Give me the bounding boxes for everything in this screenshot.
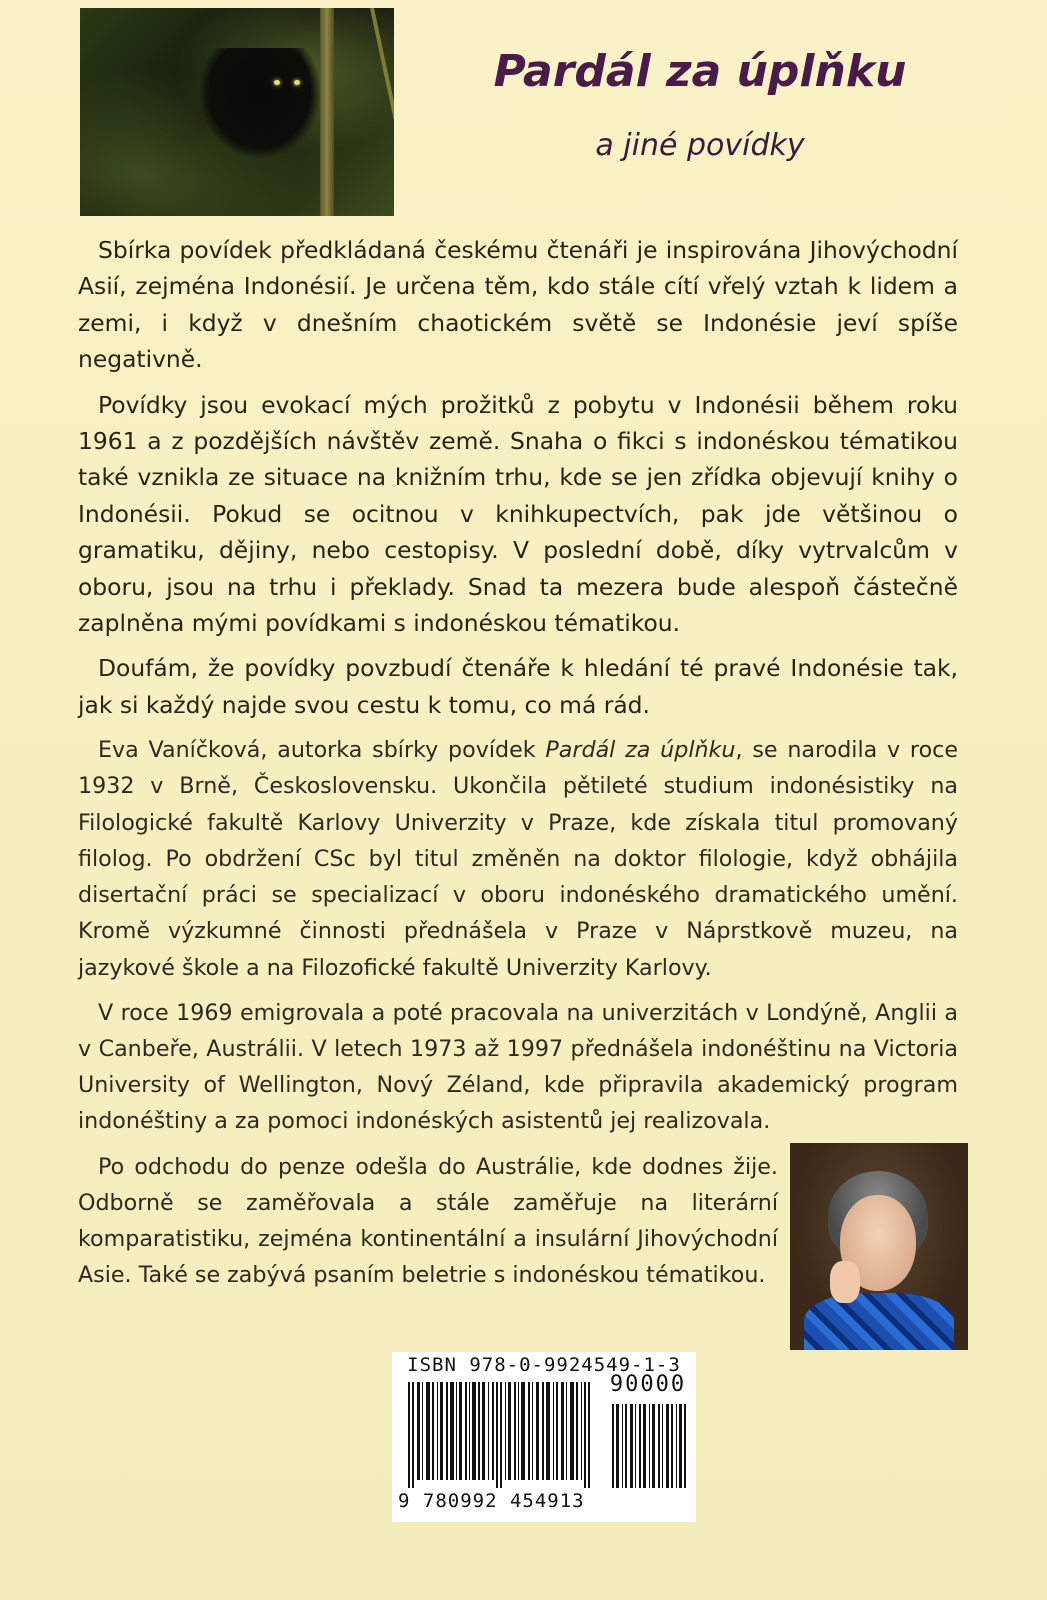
panther-eye-left xyxy=(274,80,280,85)
bio-paragraph-2: V roce 1969 emigrovala a poté pracovala na univerzitách v Londýně, Anglii a v Canbeře, Austrálii. V letech 1973 až 1997 přednášela indonéštinu na Victoria University of Wellington, Nový Zéland, kde připravila akademický program indonéštiny a za pomoci indonéských asistentů jej realizovala. xyxy=(78,999,958,1135)
author-hand xyxy=(830,1261,860,1303)
panther-silhouette xyxy=(200,48,320,158)
blurb-paragraph-1: Sbírka povídek předkládaná českému čtenáři je inspirována Jihovýchodní Asií, zejména Indonésií. Je určena těm, kdo stále cítí vřelý vztah k lidem a zemi, i když v dnešním chaotickém světě se Indonésie jeví spíše negativně. xyxy=(78,236,958,374)
blurb-paragraph-3: Doufám, že povídky povzbudí čtenáře k hledání té pravé Indonésie tak, jak si každý najde svou cestu k tomu, co má rád. xyxy=(78,654,958,719)
vine xyxy=(370,8,394,126)
bio-paragraph-1 xyxy=(78,732,958,985)
bio-book-title: Pardál za úplňku xyxy=(545,737,736,764)
blurb-paragraph-2: Povídky jsou evokací mých prožitků z pobytu v Indonésii během roku 1961 a z pozdějších návštěv země. Snaha o fikci s indonéskou tématikou také vznikla ze situace na knižním trhu, kde se jen zřídka objevují knihy o Indonésii. Pokud se ocitnou v knihkupectvích, pak jde většinou o gramatiku, dějiny, nebo cestopisy. V poslední době, díky vytrvalcům v oboru, jsou na trhu i překlady. Snad ta mezera bude alespoň částečně zaplněna mými povídkami s indonéskou tématikou. xyxy=(78,390,958,638)
addon-barcode-bars xyxy=(612,1404,688,1488)
bio-paragraph-3: Po odchodu do penze odešla do Austrálie, kde dodnes žije. Odborně se zaměřovala a stále zaměřuje na literární komparatistiku, zejména kontinentální a insulární Jihovýchodní Asie. Také se zabývá psaním beletrie s indonéskou tématikou. xyxy=(78,1153,778,1289)
bio-text-rest: , se narodila v roce 1932 v Brně, Československu. Ukončila pětileté studium indonésistiky na Filologické fakultě Karlovy Univerzity v Praze, kde získala titul promovaný filolog. Po obdržení CSc byl titul změněn na doktor filologie, když obhájila disertační práci se specializací v oboru indonéského dramatického umění. Kromě výzkumné činnosti přednášela v Praze v Náprstkově muzeu, na jazykové škole a na Filozofické fakultě Univerzity Karlovy. xyxy=(78,737,958,981)
panther-photo xyxy=(80,8,394,216)
price-code: 90000 xyxy=(609,1372,687,1397)
panther-eye-right xyxy=(294,80,300,85)
bio-text-start: Eva Vaníčková, autorka sbírky povídek xyxy=(98,737,546,764)
isbn-barcode xyxy=(392,1352,696,1522)
blurb-text xyxy=(78,232,958,1302)
book-subtitle: a jiné povídky xyxy=(595,128,805,163)
book-title: Pardál za úplňku xyxy=(493,46,907,97)
ean-digits: 9 780992 454913 xyxy=(398,1490,585,1512)
author-blouse xyxy=(804,1293,954,1350)
tree-trunk xyxy=(320,8,334,216)
isbn-label: ISBN 978-0-9924549-1-3 xyxy=(407,1354,681,1376)
ean-barcode-bars xyxy=(408,1382,598,1488)
author-photo xyxy=(790,1143,968,1350)
